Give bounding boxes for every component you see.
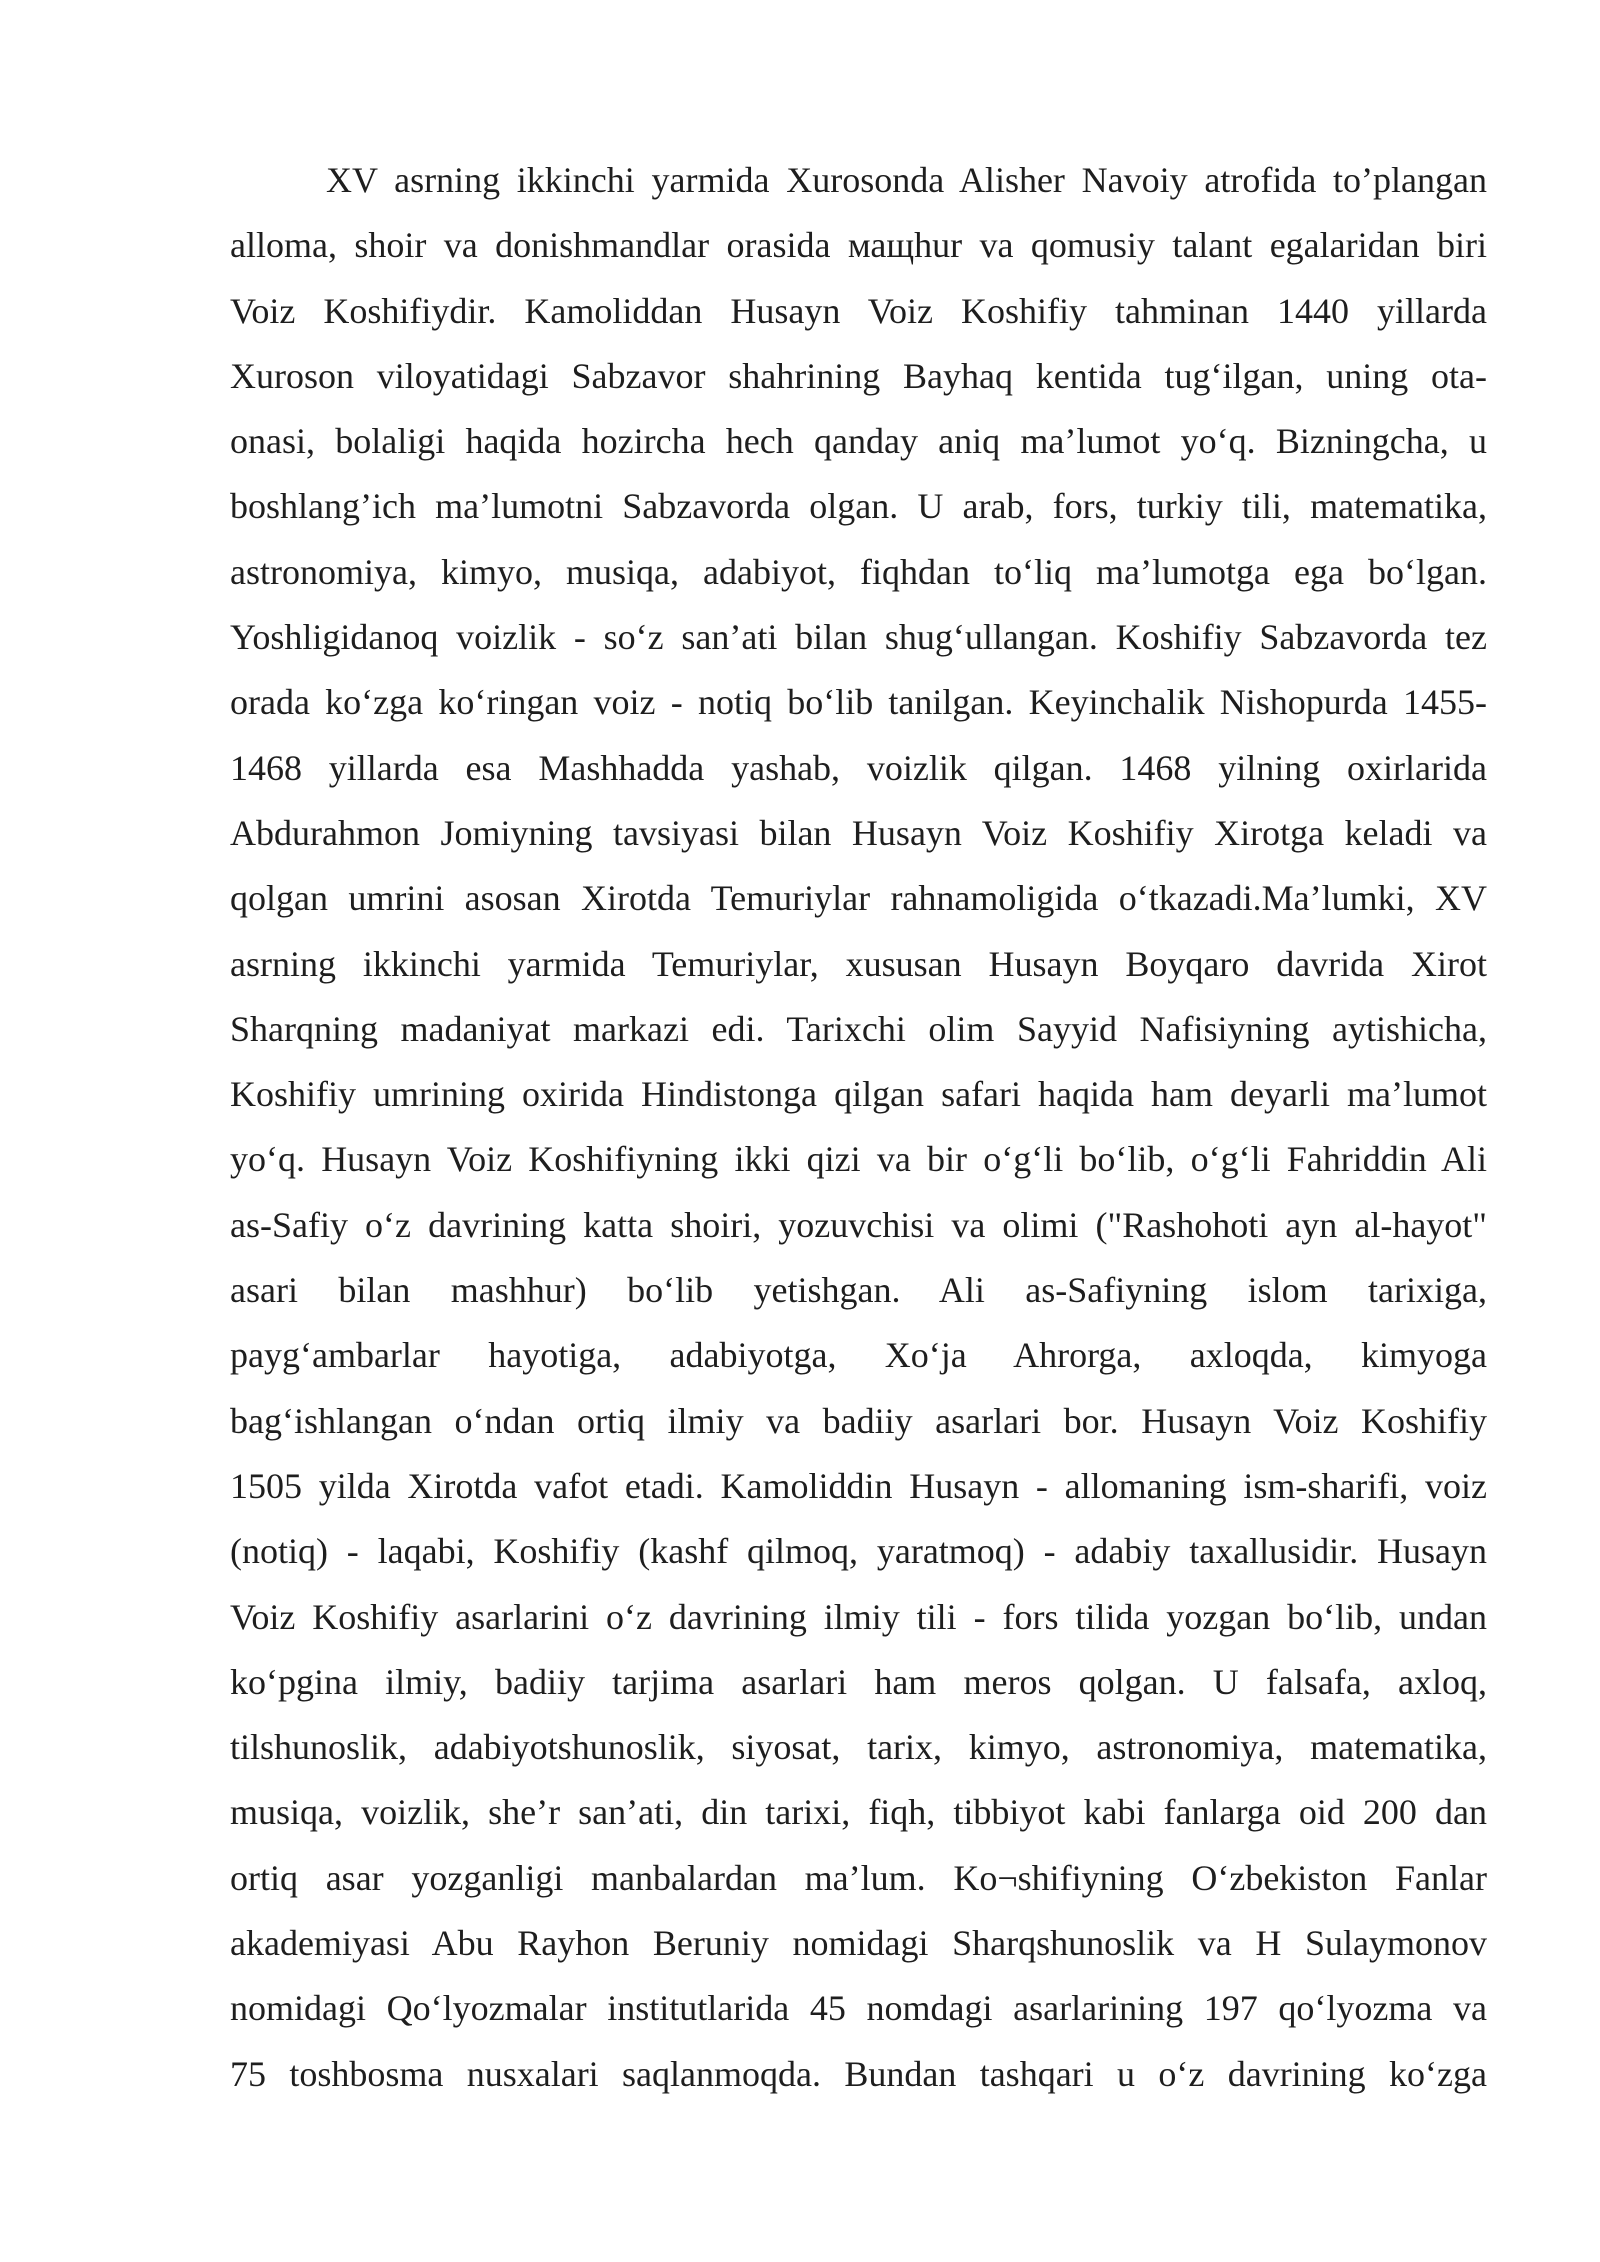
paragraph-line: astronomiya, kimyo, musiqa, adabiyot, fiqhdan toʻliq ma’lumotga ega boʻlgan. (230, 551, 1487, 592)
paragraph-line: yoʻq. Husayn Voiz Koshifiyning ikki qizi va bir oʻgʻli boʻlib, oʻgʻli Fahriddin Ali (230, 1139, 1487, 1180)
paragraph-line: akademiyasi Abu Rayhon Beruniy nomidagi Sharqshunoslik va H Sulaymonov (230, 1923, 1487, 1964)
paragraph-line: orada koʻzga koʻringan voiz - notiq boʻlib tanilgan. Keyinchalik Nishopurda 1455- (230, 682, 1487, 723)
paragraph-line: as-Safiy oʻz davrining katta shoiri, yozuvchisi va olimi ("Rashohoti ayn al-hayot" (230, 1204, 1487, 1245)
paragraph-line: Yoshligidanoq voizlik - soʻz san’ati bilan shugʻullangan. Koshifiy Sabzavorda tez (230, 617, 1487, 658)
paragraph-line: koʻpgina ilmiy, badiiy tarjima asarlari ham meros qolgan. U falsafa, axloq, (230, 1661, 1487, 1702)
paragraph-line: Sharqning madaniyat markazi edi. Tarixchi olim Sayyid Nafisiyning aytishicha, (230, 1008, 1487, 1049)
paragraph-line: 1505 yilda Xirotda vafot etadi. Kamoliddin Husayn - allomaning ism-sharifi, voiz (230, 1465, 1487, 1506)
paragraph-line: ortiq asar yozganligi manbalardan ma’lum. Ko¬shifiyning Oʻzbekiston Fanlar (230, 1857, 1487, 1898)
paragraph-line: Abdurahmon Jomiyning tavsiyasi bilan Husayn Voiz Koshifiy Xirotga keladi va (230, 812, 1487, 853)
paragraph-line: 1468 yillarda esa Mashhadda yashab, voizlik qilgan. 1468 yilning oxirlarida (230, 747, 1487, 788)
paragraph-line: tilshunoslik, adabiyotshunoslik, siyosat, tarix, kimyo, astronomiya, matematika, (230, 1727, 1487, 1768)
paragraph-line: 75 toshbosma nusxalari saqlanmoqda. Bundan tashqari u oʻz davrining koʻzga (230, 2053, 1487, 2094)
paragraph-line: Voiz Koshifiydir. Kamoliddan Husayn Voiz Koshifiy tahminan 1440 yillarda (230, 290, 1487, 331)
paragraph-line: qolgan umrini asosan Xirotda Temuriylar rahnamoligida oʻtkazadi.Ma’lumki, XV (230, 878, 1487, 919)
paragraph-line: Voiz Koshifiy asarlarini oʻz davrining ilmiy tili - fors tilida yozgan boʻlib, undan (230, 1596, 1487, 1637)
paragraph-line: XV asrning ikkinchi yarmida Xurosonda Alisher Navoiy atrofida to’plangan (326, 160, 1487, 200)
paragraph-line: asrning ikkinchi yarmida Temuriylar, xususan Husayn Boyqaro davrida Xirot (230, 943, 1487, 984)
paragraph-line: paygʻambarlar hayotiga, adabiyotga, Xoʻja Ahrorga, axloqda, kimyoga (230, 1335, 1487, 1376)
paragraph-line: musiqa, voizlik, she’r san’ati, din tarixi, fiqh, tibbiyot kabi fanlarga oid 200 dan (230, 1792, 1487, 1833)
paragraph-line: asari bilan mashhur) boʻlib yetishgan. Ali as-Safiyning islom tarixiga, (230, 1270, 1487, 1311)
paragraph-line: nomidagi Qoʻlyozmalar institutlarida 45 nomdagi asarlarining 197 qoʻlyozma va (230, 1988, 1487, 2029)
paragraph-line: Xuroson viloyatidagi Sabzavor shahrining Bayhaq kentida tugʻilgan, uning ota- (230, 355, 1487, 396)
paragraph-line: onasi, bolaligi haqida hozircha hech qanday aniq ma’lumot yoʻq. Bizningcha, u (230, 421, 1487, 462)
body-paragraph (230, 148, 1487, 2107)
paragraph-line: boshlang’ich ma’lumotni Sabzavorda olgan. U arab, fors, turkiy tili, matematika, (230, 486, 1487, 527)
paragraph-line: bagʻishlangan oʻndan ortiq ilmiy va badiiy asarlari bor. Husayn Voiz Koshifiy (230, 1400, 1487, 1441)
paragraph-line: (notiq) - laqabi, Koshifiy (kashf qilmoq, yaratmoq) - adabiy taxallusidir. Husayn (230, 1531, 1487, 1572)
paragraph-line: Koshifiy umrining oxirida Hindistonga qilgan safari haqida ham deyarli ma’lumot (230, 1074, 1487, 1115)
paragraph-line: alloma, shoir va donishmandlar orasida мащhur va qomusiy talant egalaridan biri (230, 225, 1487, 266)
